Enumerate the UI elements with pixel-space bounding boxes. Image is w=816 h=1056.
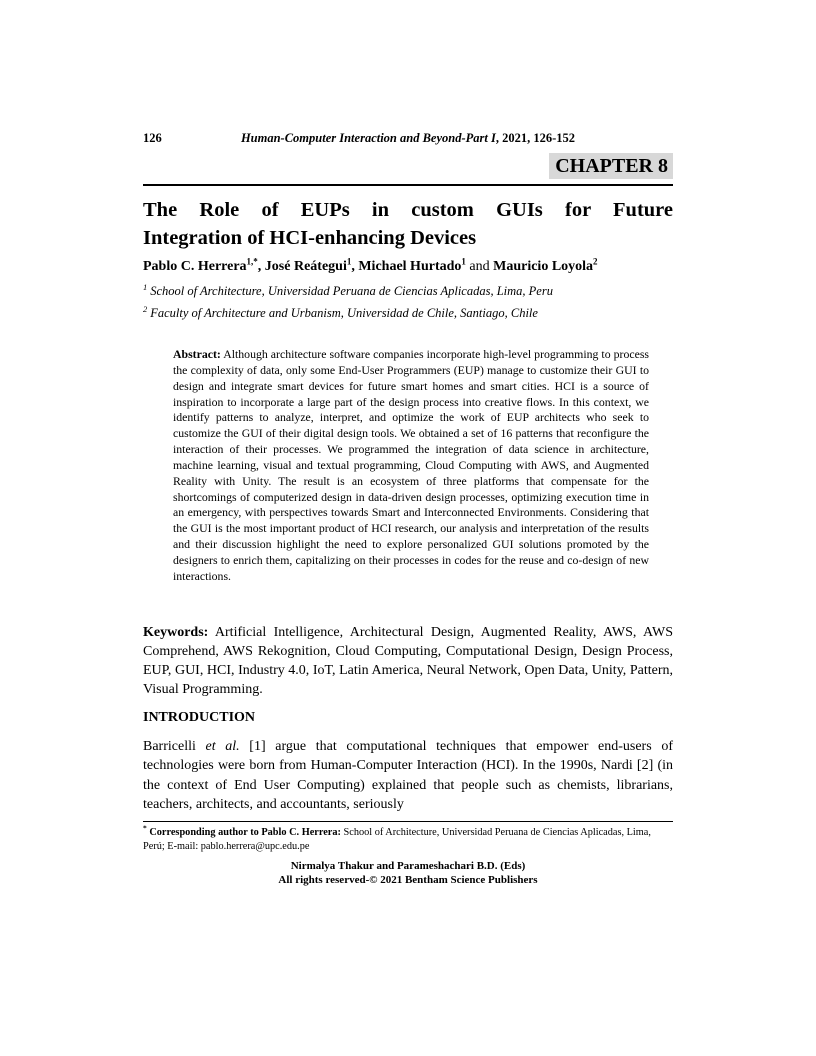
abstract-text: Although architecture software companies incorporate high-level programming to process the complexity of data, only some End-User Programmers (EUP) manage to customize their GUI to design and integrate smart devices for future smart homes and smart cities. HCI is a source of inspiration to incorporate a large part of the design process into creative flows. In this context, we identify patterns to analyze, interpret, and optimize the work of EUP architects who seek to customize the GUI of their digital design tools. We obtained a set of 16 patterns that reconfigure the interaction of their processes. We programmed the integration of data science in architecture, machine learning, visual and textual programming, Cloud Computing with AWS, and Augmented Reality with Unity. The result is an ecosystem of three platforms that compensate for the shortcomings of computerized design in data-driven design processes, optimizing execution time in an emergency, with perspectives towards Smart and Interconnected Environments. Considering that the GUI is the most important product of HCI research, our analysis and interpretation of the results and their discussion highlight the need to explore personalized GUI solutions promoted by the designers to enrich them, capitalizing on their processes in codes for the reuse and co-design of new interactions. [173,347,649,583]
author-separator: , [351,259,359,274]
author-separator: , [257,259,265,274]
author-affil-marker: 2 [593,256,598,267]
paper-title [143,196,673,252]
page-header [143,131,673,148]
abstract-label: Abstract: [173,347,221,361]
abstract [173,347,649,585]
author-separator: and [465,259,494,274]
footnote-text: School of Architecture, Universidad Peruana de Ciencias Aplicadas, Lima, Perú; E-mail: pablo.herrera@upc.edu.pe [143,827,651,852]
paragraph-text: Barricelli [143,739,206,754]
author-name: Pablo C. Herrera [143,259,247,274]
author-name: Michael Hurtado [358,259,462,274]
running-title-book: Human-Computer Interaction and Beyond-Part I [240,131,496,145]
affiliation-text: School of Architecture, Universidad Peruana de Ciencias Aplicadas, Lima, Peru [150,284,553,298]
introduction-paragraph [143,737,673,814]
affiliation-text: Faculty of Architecture and Urbanism, Universidad de Chile, Santiago, Chile [150,306,538,320]
author-affil-marker: 1,* [246,256,258,267]
running-title-pages: , 2021, 126-152 [495,131,576,145]
publisher-note [143,860,673,888]
section-heading-introduction: INTRODUCTION [143,710,256,725]
chapter-row [143,153,673,186]
author-name: Mauricio Loyola [493,259,594,274]
footnote-bold-text: Corresponding author to Pablo C. Herrera: [146,827,341,838]
page-number: 126 [143,131,162,145]
affiliation-marker: 2 [143,303,148,314]
affiliation [143,303,673,321]
editors-line: Nirmalya Thakur and Parameshachari B.D. (Eds) [290,860,526,872]
author-affil-marker: 1 [346,256,352,267]
running-title [143,131,673,146]
author-name: José Reátegui [264,259,347,274]
affiliation-marker: 1 [143,281,148,292]
footnote-marker: * [143,823,147,833]
author-affil-marker: 1 [461,256,466,267]
authors-line [143,256,673,275]
paper-title-line2: Integration of HCI-enhancing Devices [143,227,477,249]
affiliation [143,281,673,299]
keywords-label: Keywords: [143,625,209,640]
corresponding-author-footnote [143,821,673,853]
paragraph-text-italic: et al. [205,739,240,754]
rights-line: All rights reserved-© 2021 Bentham Science Publishers [278,873,538,886]
keywords [143,623,673,699]
chapter-label: CHAPTER 8 [549,153,673,179]
paper-title-line1: The Role of EUPs in custom GUIs for Future [143,199,673,221]
paragraph-text: [1] argue that computational techniques that empower end-users of technologies were born from Human-Computer Interaction (HCI). In the 1990s, Nardi [2] (in the context of End User Computing) explained that people such as chemists, librarians, teachers, architects, and accountants, seriously [143,739,673,812]
keywords-text: Artificial Intelligence, Architectural Design, Augmented Reality, AWS, AWS Comprehend, AWS Rekognition, Cloud Computing, Computational Design, Design Process, EUP, GUI, HCI, Industry 4.0, IoT, Latin America, Neural Network, Open Data, Unity, Pattern, Visual Programming. [143,625,673,697]
